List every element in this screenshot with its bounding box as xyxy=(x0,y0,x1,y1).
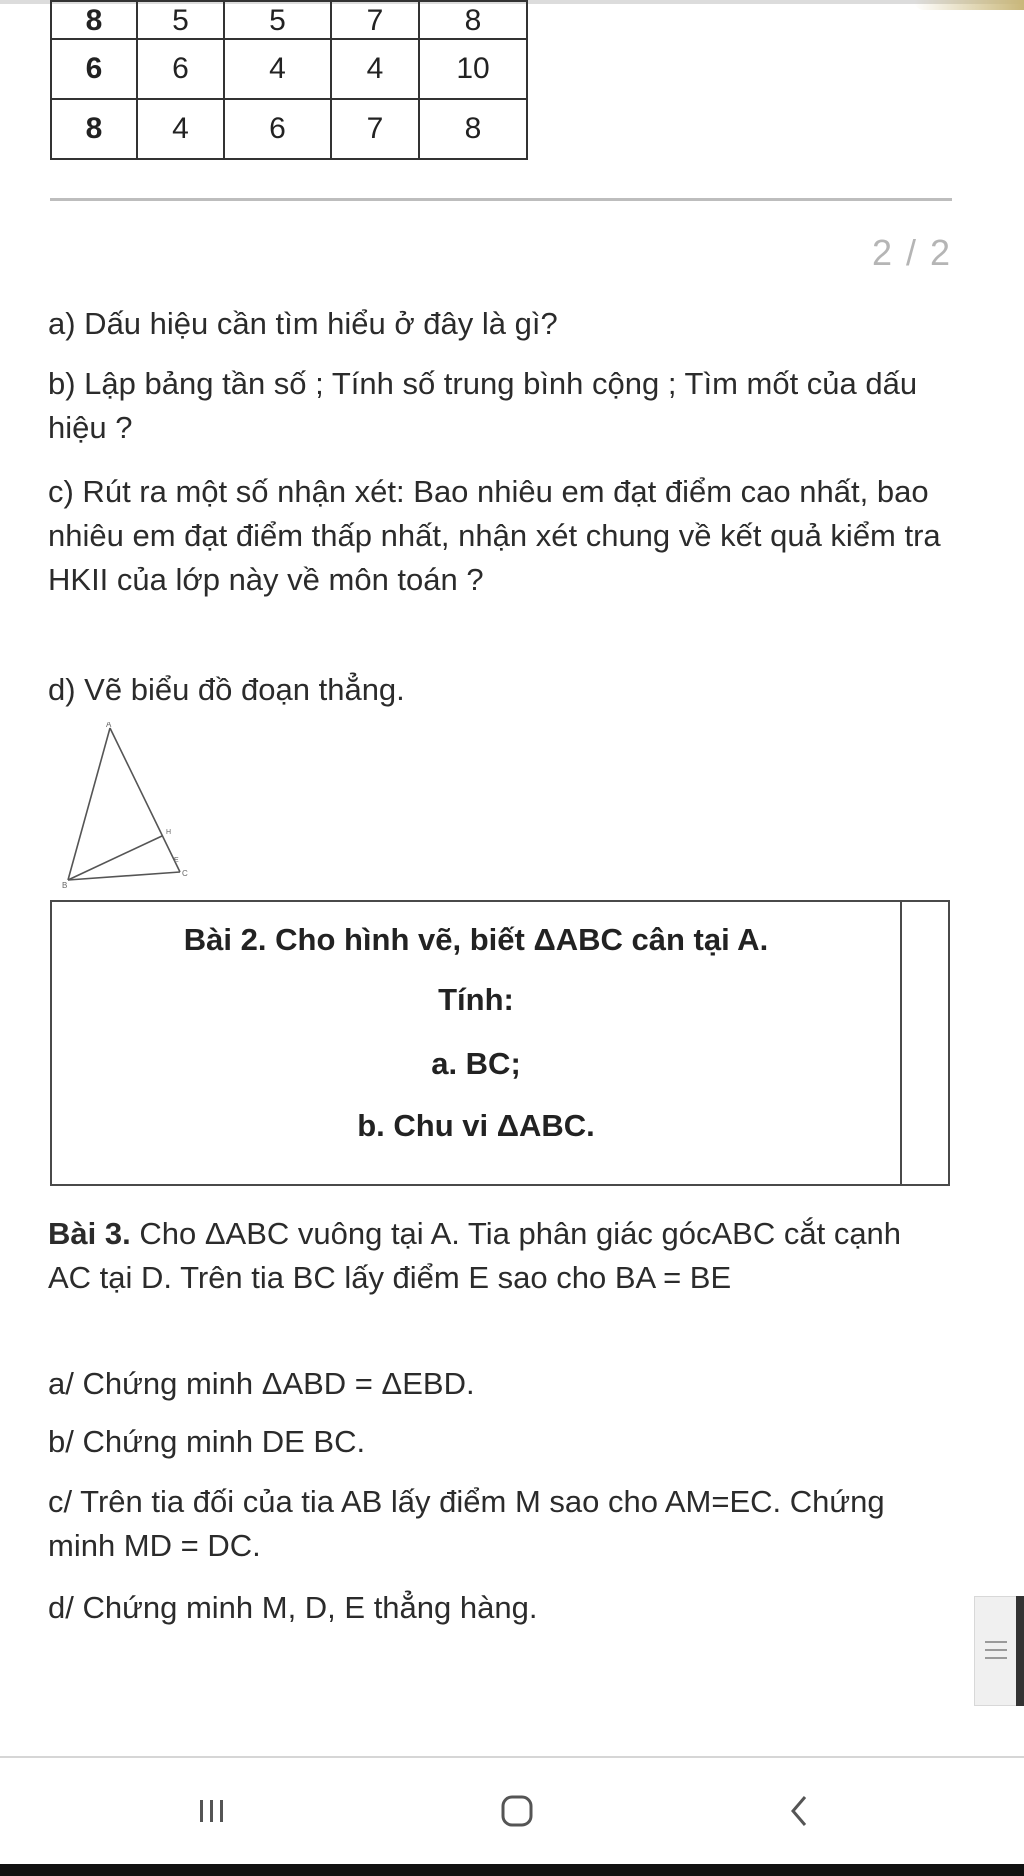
bai2-item-a: a. BC; xyxy=(431,1046,521,1081)
table-cell: 10 xyxy=(419,39,527,99)
table-cell: 4 xyxy=(331,39,419,99)
bai2-title: Bài 2. Cho hình vẽ, biết ΔABC cân tại A. xyxy=(183,922,769,957)
side-ab xyxy=(68,728,110,880)
vertex-label: A xyxy=(106,722,112,729)
side-ac xyxy=(110,728,180,872)
bai2-box xyxy=(50,900,950,1186)
bai3-intro-text: Cho ΔABC vuông tại A. Tia phân giác gócABC cắt cạnh AC tại D. Trên tia BC lấy điểm E sao cho BA = BE xyxy=(48,1216,902,1295)
table-cell: 7 xyxy=(331,1,419,39)
table-cell: 5 xyxy=(224,1,331,39)
side-bc xyxy=(68,872,180,880)
scroll-bar-edge xyxy=(1016,1596,1024,1706)
vertex-label: B xyxy=(62,881,68,890)
recent-apps-icon xyxy=(195,1796,229,1826)
back-button[interactable] xyxy=(770,1786,830,1836)
table-cell: 6 xyxy=(137,39,224,99)
table-cell: 6 xyxy=(224,99,331,159)
bai3-item-a: a/ Chứng minh ΔABD = ΔEBD. xyxy=(48,1366,475,1401)
table-cell: 4 xyxy=(224,39,331,99)
point-label: H xyxy=(166,829,172,836)
table-cell: 8 xyxy=(419,99,527,159)
bai3-item-c: c/ Trên tia đối của tia AB lấy điểm M sao cho AM=EC. Chứng minh MD = DC. xyxy=(48,1484,885,1563)
bai2-tinh: Tính: xyxy=(438,982,514,1017)
scroll-handle[interactable] xyxy=(974,1596,1022,1706)
home-icon xyxy=(499,1793,535,1829)
bai3-item-d: d/ Chứng minh M, D, E thẳng hàng. xyxy=(48,1590,538,1625)
question-d: d) Vẽ biểu đồ đoạn thẳng. xyxy=(48,672,405,707)
question-c: c) Rút ra một số nhận xét: Bao nhiêu em đạt điểm cao nhất, bao nhiêu em đạt điểm thấp nhất, nhận xét chung về kết quả kiểm tra HKII của lớp này về môn toán ? xyxy=(48,474,941,597)
table-cell: 6 xyxy=(51,39,137,99)
question-a: a) Dấu hiệu cần tìm hiểu ở đây là gì? xyxy=(48,306,558,341)
bai3-label: Bài 3. xyxy=(48,1216,131,1251)
question-b: b) Lập bảng tần số ; Tính số trung bình cộng ; Tìm mốt của dấu hiệu ? xyxy=(48,366,918,445)
table-cell: 4 xyxy=(137,99,224,159)
bai3-item-b: b/ Chứng minh DE BC. xyxy=(48,1424,366,1459)
page-divider xyxy=(50,198,952,201)
table-cell: 8 xyxy=(419,1,527,39)
home-button[interactable] xyxy=(487,1786,547,1836)
recent-apps-button[interactable] xyxy=(182,1786,242,1836)
triangle-figure xyxy=(62,722,202,892)
vertex-label: C xyxy=(182,869,188,878)
top-edge-glow xyxy=(914,0,1024,10)
table-cell: 5 xyxy=(137,1,224,39)
box-divider xyxy=(900,902,902,1184)
bottom-edge xyxy=(0,1864,1024,1876)
table-row xyxy=(51,1,527,39)
bai3-intro xyxy=(48,1212,948,1300)
point-label: E xyxy=(174,857,179,864)
grip-icon xyxy=(985,1641,1007,1665)
table-row xyxy=(51,99,527,159)
table-row xyxy=(51,39,527,99)
table-cell: 8 xyxy=(51,99,137,159)
bai2-item-b: b. Chu vi ΔABC. xyxy=(357,1108,595,1143)
back-icon xyxy=(785,1793,815,1829)
score-table xyxy=(50,0,528,160)
table-cell: 8 xyxy=(51,1,137,39)
table-cell: 7 xyxy=(331,99,419,159)
navigation-bar xyxy=(0,1758,1024,1864)
altitude-bh xyxy=(68,836,162,880)
page-number: 2 / 2 xyxy=(871,232,952,273)
